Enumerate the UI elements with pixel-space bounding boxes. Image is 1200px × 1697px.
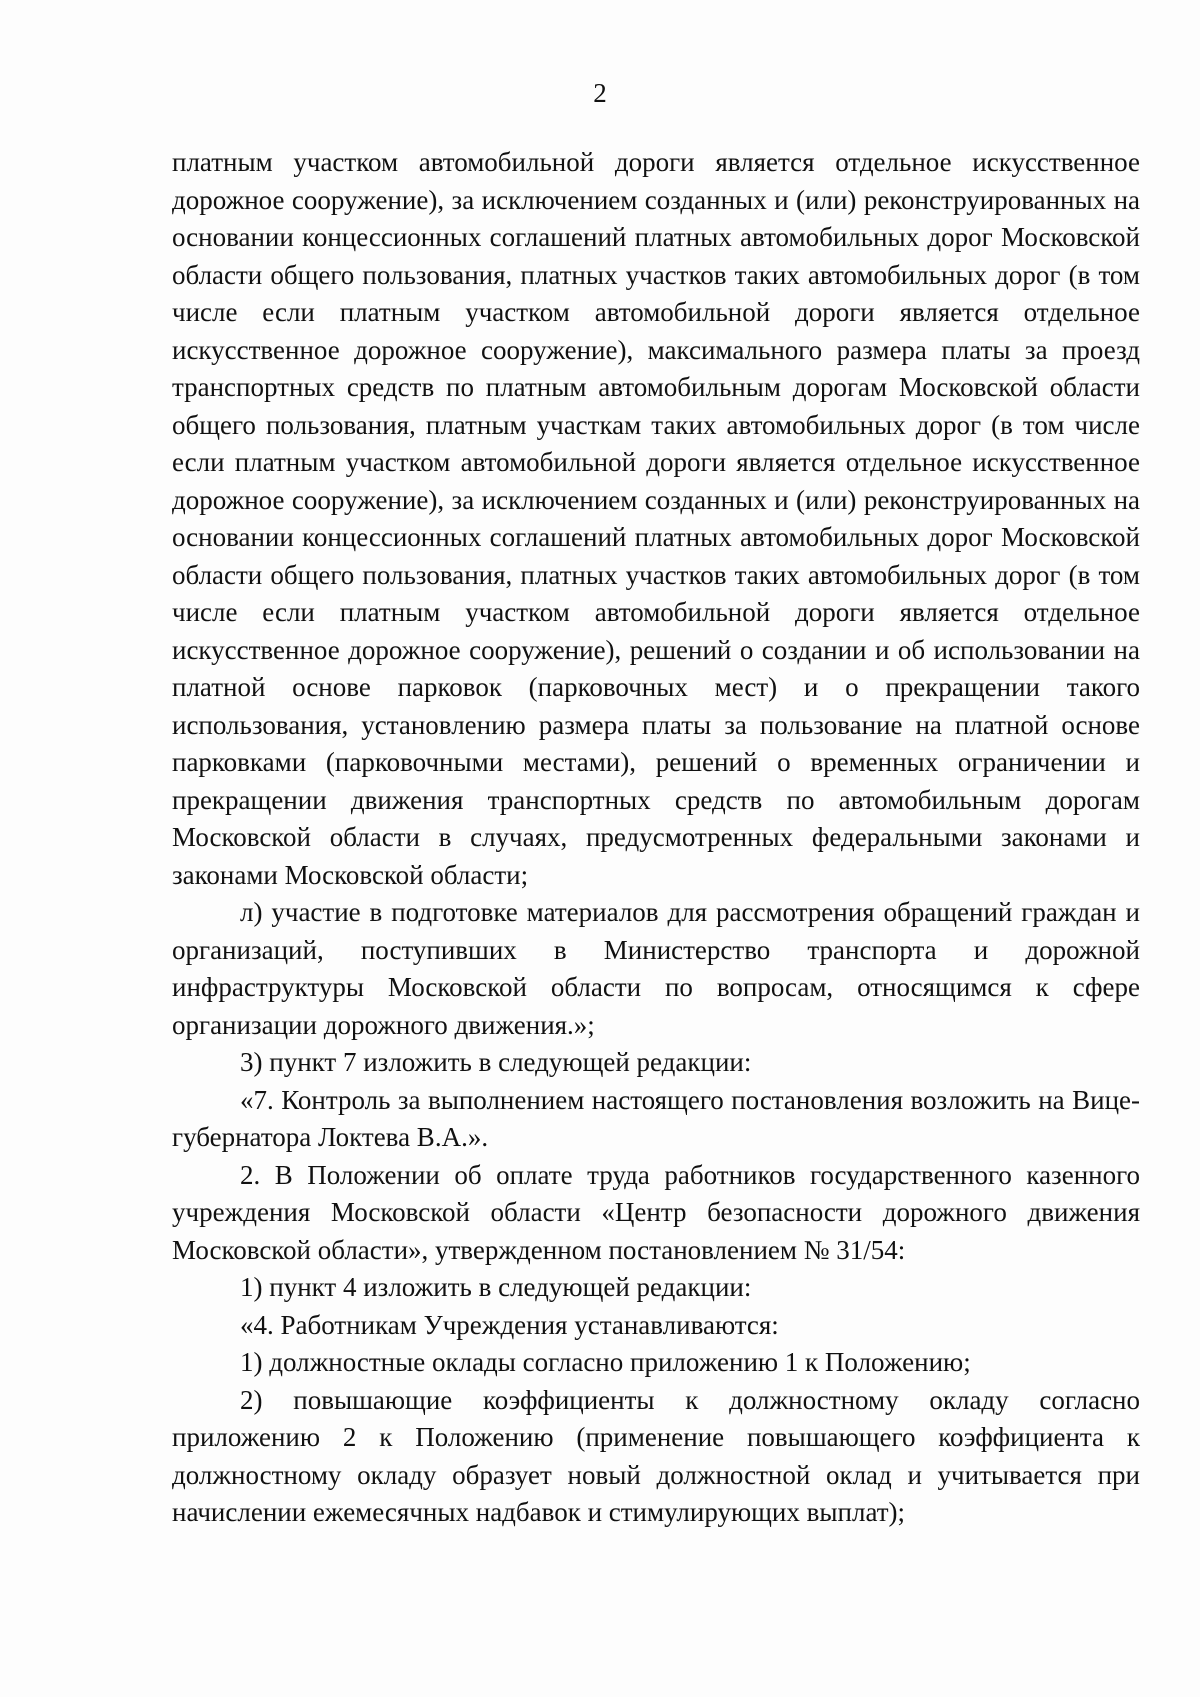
paragraph-8: 1) должностные оклады согласно приложению 1 к Положению; bbox=[240, 1347, 971, 1377]
paragraph-1: платным участком автомобильной дороги является отдельное искусственное дорожное сооружение), за исключением созданных и (или) реконструированных на основании концессионных соглашений платных автомобильных дорог Московской области общего пользования, платных участков таких автомобильных дорог (в том числе если платным участком автомобильной дороги является отдельное искусственное дорожное сооружение), максимального размера платы за проезд транспортных средств по платным автомобильным дорогам Московской области общего пользования, платным участкам таких автомобильных дорог (в том числе если платным участком автомобильной дороги является отдельное искусственное дорожное сооружение), за исключением созданных и (или) реконструированных на основании концессионных соглашений платных автомобильных дорог Московской области общего пользования, платных участков таких автомобильных дорог (в том числе если платным участком автомобильной дороги является отдельное искусственное дорожное сооружение), решений о создании и об использовании на платной основе парковок (парковочных мест) и о прекращении такого использования, установлению размера платы за пользование на платной основе парковками (парковочными местами), решений о временных ограничении и прекращении движения транспортных средств по автомобильным дорогам Московской области в случаях, предусмотренных федеральными законами и законами Московской области; bbox=[172, 147, 1140, 890]
paragraph-7: «4. Работникам Учреждения устанавливаются: bbox=[240, 1309, 779, 1340]
paragraph-5: 2. В Положении об оплате труда работников государственного казенного учреждения Московской области «Центр безопасности дорожного движения Московской области», утвержденном постановлением № 31/54: bbox=[172, 1159, 1140, 1265]
document-body bbox=[172, 144, 1140, 1532]
paragraph-3: 3) пункт 7 изложить в следующей редакции: bbox=[240, 1047, 752, 1077]
paragraph-2: л) участие в подготовке материалов для рассмотрения обращений граждан и организаций, поступивших в Министерство транспорта и дорожной инфраструктуры Московской области по вопросам, относящимся к сфере организации дорожного движения.»; bbox=[172, 897, 1140, 1040]
paragraph-6: 1) пункт 4 изложить в следующей редакции: bbox=[240, 1272, 752, 1302]
paragraph-4: «7. Контроль за выполнением настоящего постановления возложить на Вице-губернатора Локтева В.А.». bbox=[172, 1084, 1140, 1152]
page-number: 2 bbox=[593, 78, 607, 108]
paragraph-9: 2) повышающие коэффициенты к должностному окладу согласно приложению 2 к Положению (применение повышающего коэффициента к должностному окладу образует новый должностной оклад и учитывается при начислении ежемесячных надбавок и стимулирующих выплат); bbox=[172, 1384, 1140, 1527]
